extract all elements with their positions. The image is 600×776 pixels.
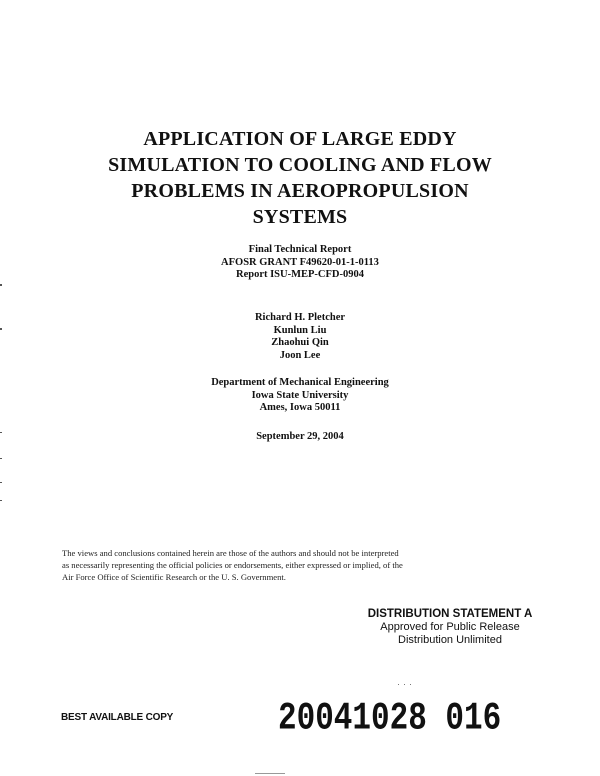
author: Richard H. Pletcher [254,312,346,323]
accession-number: 20041028 016 [278,697,502,741]
author: Zhaohui Qin [271,337,329,348]
date-text: September 29, 2004 [256,431,344,442]
best-available-copy-stamp: BEST AVAILABLE COPY [61,712,174,723]
report-number: Report ISU-MEP-CFD-0904 [235,269,365,280]
author: Joon Lee [279,349,321,361]
city: Ames, Iowa 50011 [259,402,341,413]
distribution-line: Approved for Public Release [380,621,520,633]
disclaimer-line: Air Force Office of Scientific Research or the U. S. Government. [62,572,286,583]
author: Kunlun Liu [273,324,327,336]
grant-number: AFOSR GRANT F49620-01-1-0113 [221,256,379,268]
university: Iowa State University [251,389,349,401]
distribution-heading: DISTRIBUTION STATEMENT A [367,608,533,620]
title-line: PROBLEMS IN AEROPROPULSION [131,180,469,202]
department: Department of Mechanical Engineering [211,377,389,388]
title-line: SIMULATION TO COOLING AND FLOW [108,154,492,176]
disclaimer-line: The views and conclusions contained herein are those of the authors and should not be interpreted [62,548,399,558]
disclaimer-line: as necessarily representing the official policies or endorsements, either expressed or implied, of the [62,560,403,571]
distribution-line: Distribution Unlimited [398,634,502,646]
title-line: APPLICATION OF LARGE EDDY [143,128,457,150]
title-line: SYSTEMS [252,206,348,228]
report-type: Final Technical Report [248,244,352,255]
